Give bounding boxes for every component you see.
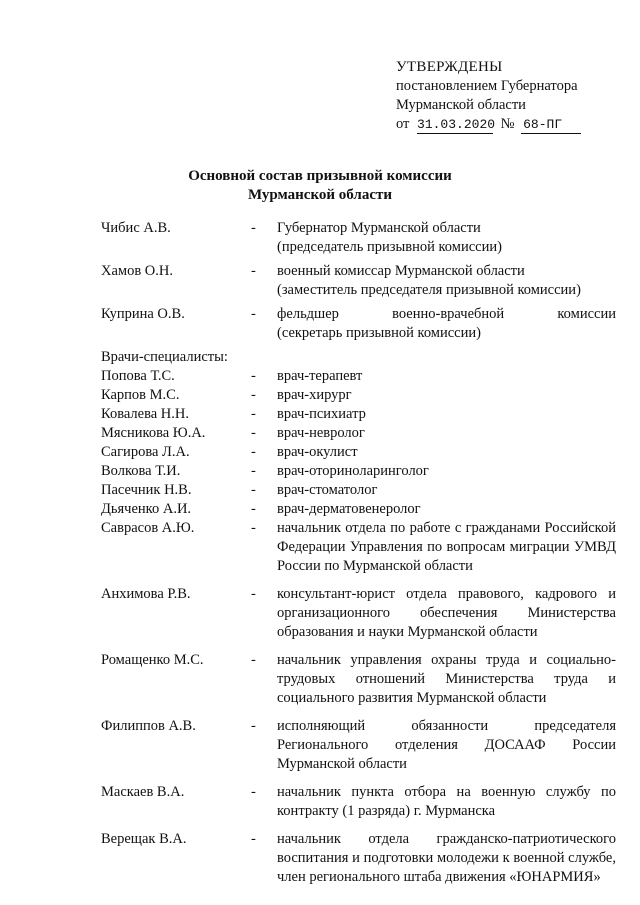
member-row xyxy=(101,519,616,576)
commission-members-list xyxy=(101,219,616,887)
specialist-row xyxy=(101,405,616,424)
dash-separator: - xyxy=(251,425,256,441)
specialist-row xyxy=(101,367,616,386)
member-role: исполняющий обязанности председателя Регионального отделения ДОСААФ России Мурманской области xyxy=(277,718,616,772)
member-row xyxy=(101,717,616,774)
specialist-role: врач-окулист xyxy=(277,444,358,460)
member-row xyxy=(101,219,616,257)
specialist-role: врач-терапевт xyxy=(277,368,363,384)
member-role xyxy=(277,219,616,257)
member-role-line xyxy=(277,305,616,324)
member-role-line: военный комиссар Мурманской области xyxy=(277,263,525,279)
member-role: консультант-юрист отдела правового, кадрового и организационного обеспечения Министерства образования и науки Мурманской области xyxy=(277,586,616,640)
member-role: начальник управления охраны труда и социально-трудовых отношений Министерства труда и социального развития Мурманской области xyxy=(277,652,616,706)
member-row xyxy=(101,651,616,708)
specialist-role: врач-хирург xyxy=(277,387,352,403)
specialist-name: Волкова Т.И. xyxy=(101,463,181,479)
specialist-role: врач-психиатр xyxy=(277,406,366,422)
member-name: Чибис А.В. xyxy=(101,220,171,236)
number-label: № xyxy=(500,116,515,132)
member-role-line: Губернатор Мурманской области xyxy=(277,220,481,236)
approval-heading: УТВЕРЖДЕНЫ xyxy=(396,59,503,75)
specialist-role: врач-невролог xyxy=(277,425,365,441)
specialist-name: Сагирова Л.А. xyxy=(101,444,190,460)
dash-separator: - xyxy=(251,520,256,536)
dash-separator: - xyxy=(251,387,256,403)
member-row xyxy=(101,830,616,887)
member-role-line: (заместитель председателя призывной комиссии) xyxy=(277,282,581,298)
dash-separator: - xyxy=(251,306,256,322)
dash-separator: - xyxy=(251,652,256,668)
dash-separator: - xyxy=(251,586,256,602)
specialist-name: Карпов М.С. xyxy=(101,387,180,403)
member-role-word: комиссии xyxy=(557,306,616,322)
specialist-row xyxy=(101,500,616,519)
title-line-2: Мурманской области xyxy=(247,187,393,203)
member-role: начальник отдела гражданско-патриотического воспитания и подготовки молодежи к военной службе, член регионального штаба движения «ЮНАРМИЯ» xyxy=(277,831,616,885)
specialists-label: Врачи-специалисты: xyxy=(101,349,228,365)
specialist-role: врач-стоматолог xyxy=(277,482,378,498)
member-role-line: (секретарь призывной комиссии) xyxy=(277,325,481,341)
dash-separator: - xyxy=(251,263,256,279)
member-name: Саврасов А.Ю. xyxy=(101,520,195,536)
member-name: Верещак В.А. xyxy=(101,831,187,847)
member-role: начальник отдела по работе с гражданами Российской Федерации Управления по вопросам миграции УМВД России по Мурманской области xyxy=(277,520,616,574)
specialist-row xyxy=(101,462,616,481)
specialist-name: Пасечник Н.В. xyxy=(101,482,192,498)
specialist-role: врач-дерматовенеролог xyxy=(277,501,421,517)
specialist-name: Попова Т.С. xyxy=(101,368,175,384)
dash-separator: - xyxy=(251,463,256,479)
member-row xyxy=(101,585,616,642)
dash-separator: - xyxy=(251,784,256,800)
specialist-name: Дьяченко А.И. xyxy=(101,501,192,517)
specialist-row xyxy=(101,481,616,500)
approval-stamp xyxy=(396,58,581,134)
dash-separator: - xyxy=(251,368,256,384)
member-role xyxy=(277,305,616,343)
member-role-word: фельдшер xyxy=(277,306,339,322)
specialist-role: врач-оториноларинголог xyxy=(277,463,429,479)
specialist-name: Ковалева Н.Н. xyxy=(101,406,189,422)
member-name: Маскаев В.А. xyxy=(101,784,185,800)
member-row xyxy=(101,783,616,821)
dash-separator: - xyxy=(251,831,256,847)
member-name: Куприна О.В. xyxy=(101,306,185,322)
dash-separator: - xyxy=(251,501,256,517)
specialist-row xyxy=(101,443,616,462)
document-title xyxy=(0,167,640,205)
member-role-word: военно-врачебной xyxy=(392,306,505,322)
dash-separator: - xyxy=(251,482,256,498)
specialist-name: Мясникова Ю.А. xyxy=(101,425,206,441)
member-role: начальник пункта отбора на военную службу по контракту (1 разряда) г. Мурманска xyxy=(277,784,616,819)
member-name: Хамов О.Н. xyxy=(101,263,173,279)
specialist-row xyxy=(101,386,616,405)
from-label: от xyxy=(396,116,410,132)
specialist-row xyxy=(101,424,616,443)
approval-line-2: Мурманской области xyxy=(396,97,526,113)
approval-date-line xyxy=(396,115,581,134)
title-line-1: Основной состав призывной комиссии xyxy=(188,168,452,184)
member-name: Ромащенко М.С. xyxy=(101,652,204,668)
member-name: Филиппов А.В. xyxy=(101,718,196,734)
member-role-line: (председатель призывной комиссии) xyxy=(277,239,502,255)
dash-separator: - xyxy=(251,444,256,460)
member-row xyxy=(101,305,616,343)
dash-separator: - xyxy=(251,406,256,422)
member-name: Анхимова Р.В. xyxy=(101,586,191,602)
dash-separator: - xyxy=(251,220,256,236)
approval-line-1: постановлением Губернатора xyxy=(396,78,578,94)
approval-date: 31.03.2020 xyxy=(417,117,496,132)
approval-number: 68-ПГ xyxy=(521,117,581,134)
member-role xyxy=(277,262,616,300)
member-row xyxy=(101,262,616,300)
dash-separator: - xyxy=(251,718,256,734)
